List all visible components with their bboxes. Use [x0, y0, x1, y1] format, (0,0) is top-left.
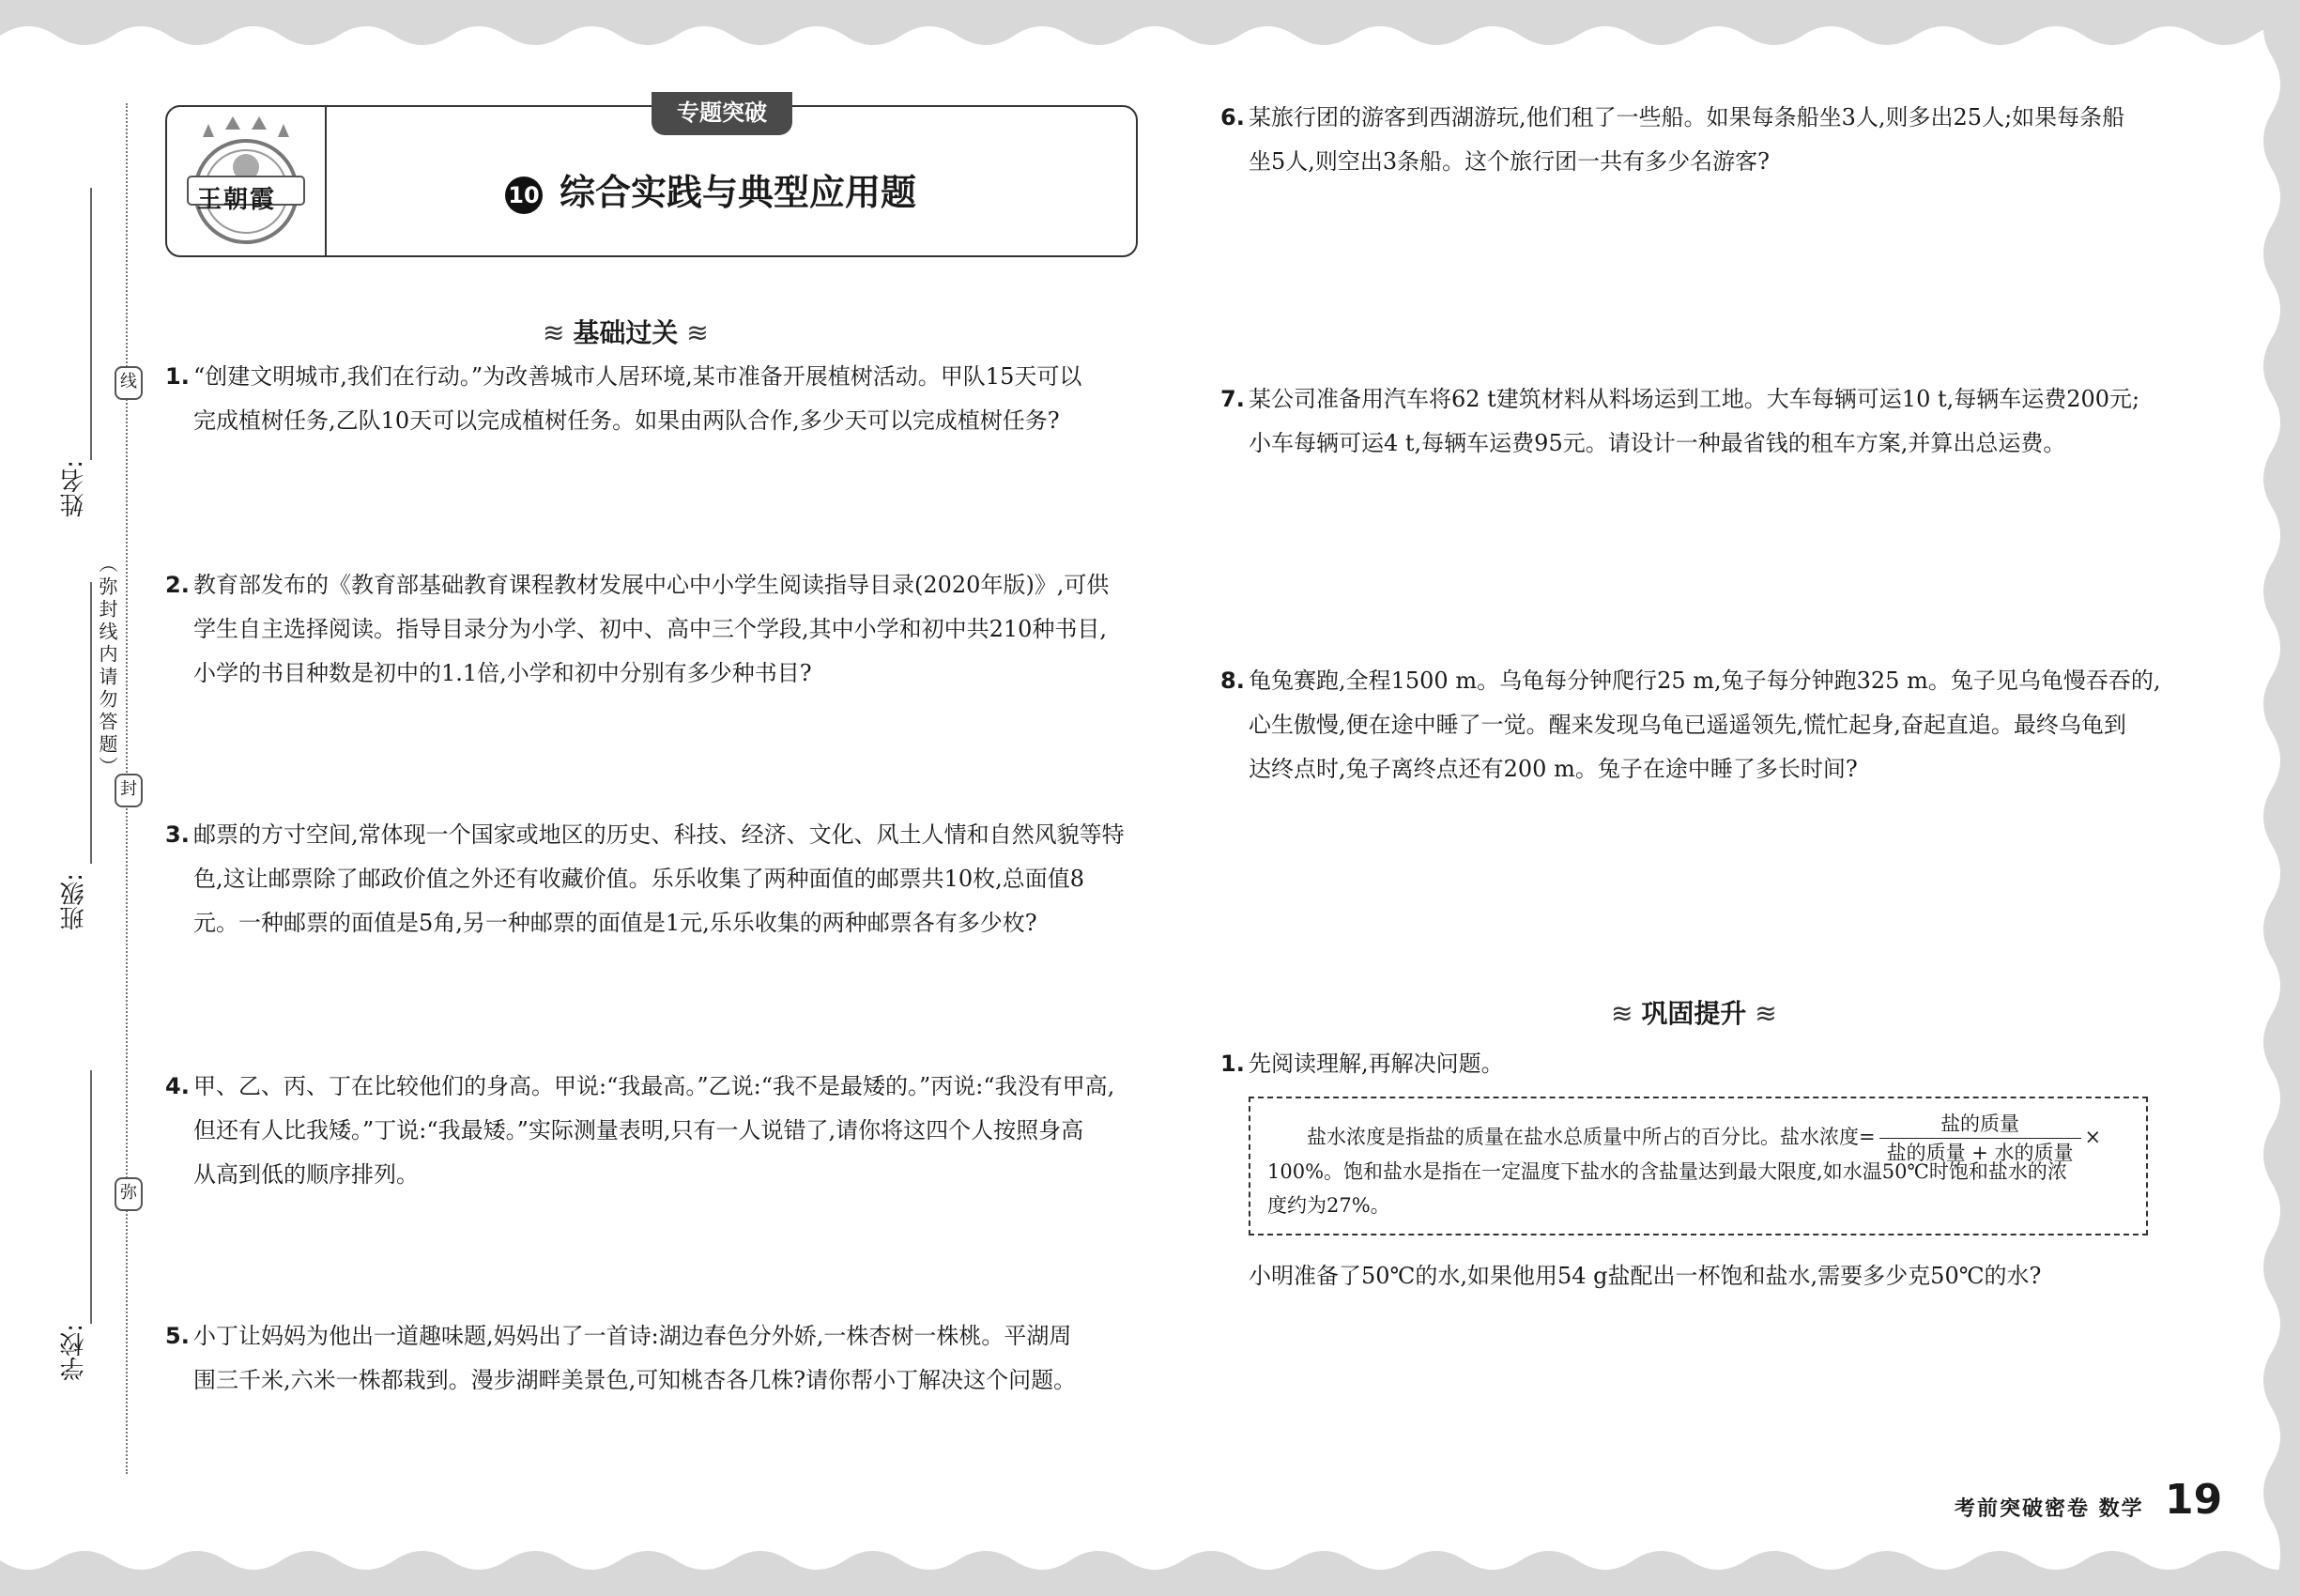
info-box	[1249, 1097, 2148, 1235]
question-line: 色,这让邮票除了邮政价值之外还有收藏价值。乐乐收集了两种面值的邮票共10枚,总面值8	[193, 866, 1085, 892]
question-number: 3.	[165, 821, 190, 848]
question-5	[165, 1314, 1142, 1403]
question-number: 8.	[1220, 668, 1245, 694]
question-number: 6.	[1220, 104, 1245, 130]
class-underline	[90, 582, 92, 864]
question-6	[1220, 96, 2216, 184]
question-number: 2.	[165, 572, 190, 598]
question-number: 4.	[165, 1073, 190, 1099]
question-number: 7.	[1220, 386, 1245, 412]
section-advanced-title: 巩固提升	[1641, 998, 1747, 1029]
info-text-1: 盐水浓度是指盐的质量在盐水总质量中所占的百分比。盐水浓度=	[1307, 1126, 1876, 1148]
info-line-3: 度约为27%。	[1267, 1194, 1390, 1217]
question-line: 教育部发布的《教育部基础教育课程教材发展中心中小学生阅读指导目录(2020年版)》,可供	[193, 572, 1110, 598]
question-line: 心生傲慢,便在途中睡了一觉。醒来发现乌龟已遥遥领先,慌忙起身,奋起直追。最终乌龟到	[1249, 712, 2126, 738]
wave-left-icon: ≋	[543, 317, 574, 348]
question-4	[165, 1065, 1142, 1197]
question-number: 5.	[165, 1323, 190, 1349]
question-number: 1.	[165, 363, 190, 390]
question-line: 学生自主选择阅读。指导目录分为小学、初中、高中三个学段,其中小学和初中共210种书目,	[193, 616, 1108, 642]
question-line: 完成植树任务,乙队10天可以完成植树任务。如果由两队合作,多少天可以完成植树任务?	[193, 407, 1060, 434]
topic-header	[165, 100, 1138, 257]
question-line: 元。一种邮票的面值是5角,另一种邮票的面值是1元,乐乐收集的两种邮票各有多少枚?	[193, 910, 1037, 936]
school-label: 学校:	[60, 1324, 88, 1381]
topic-tab-label: 专题突破	[652, 92, 792, 135]
question-1	[165, 355, 1142, 443]
question-8	[1220, 659, 2216, 791]
question-line: 小学的书目种数是初中的1.1倍,小学和初中分别有多少种书目?	[193, 660, 812, 686]
question-line: 但还有人比我矮。”丁说:“我最矮。”实际测量表明,只有一人说错了,请你将这四个人按照身高	[193, 1117, 1084, 1143]
topic-title-text: 综合实践与典型应用题	[560, 172, 917, 213]
question-line: 围三千米,六米一株都栽到。漫步湖畔美景色,可知桃杏各几株?请你帮小丁解决这个问题。	[193, 1367, 1077, 1393]
question-line: “创建文明城市,我们在行动。”为改善城市人居环境,某市准备开展植树活动。甲队15天可以	[193, 363, 1082, 390]
question-line: 小车每辆可运4 t,每辆车运费95元。请设计一种最省钱的租车方案,并算出总运费。	[1249, 430, 2066, 456]
header-divider	[325, 107, 327, 255]
right-wavy-border	[2244, 0, 2300, 1596]
question-intro: 先阅读理解,再解决问题。	[1249, 1051, 1504, 1077]
question-line: 甲、乙、丙、丁在比较他们的身高。甲说:“我最高。”乙说:“我不是最矮的。”丙说:“我没有甲高,	[193, 1073, 1115, 1099]
wave-right-icon: ≋	[678, 317, 709, 348]
name-label: 姓名:	[60, 460, 88, 517]
question-line: 小丁让妈妈为他出一道趣味题,妈妈出了一首诗:湖边春色分外娇,一株杏树一株桃。平湖周	[193, 1323, 1072, 1349]
section-advanced-heading	[1611, 993, 1777, 1031]
name-underline	[90, 188, 92, 460]
info-line-1	[1267, 1110, 2129, 1164]
seal-char-close: 弥	[115, 1177, 143, 1211]
top-wavy-border	[0, 0, 2300, 56]
wave-right-icon: ≋	[1746, 998, 1777, 1029]
advanced-question-1-ask: 小明准备了50℃的水,如果他用54 g盐配出一杯饱和盐水,需要多少克50℃的水?	[1249, 1263, 2042, 1289]
topic-title	[505, 163, 916, 215]
question-2	[165, 563, 1142, 696]
question-line: 某公司准备用汽车将62 t建筑材料从料场运到工地。大车每辆可运10 t,每辆车运费200元;	[1249, 386, 2140, 412]
question-line: 某旅行团的游客到西湖游玩,他们租了一些船。如果每条船坐3人,则多出25人;如果每条船	[1249, 104, 2125, 130]
school-underline	[90, 1070, 92, 1324]
question-line: 邮票的方寸空间,常体现一个国家或地区的历史、科技、经济、文化、风土人情和自然风貌等特	[193, 821, 1125, 848]
fraction-numerator: 盐的质量	[1879, 1110, 2081, 1139]
binding-margin	[0, 0, 160, 1596]
question-7	[1220, 377, 2216, 466]
section-basic-title: 基础过关	[573, 317, 679, 348]
question-3	[165, 813, 1142, 945]
question-number: 1.	[1220, 1051, 1245, 1077]
question-line: 龟兔赛跑,全程1500 m。乌龟每分钟爬行25 m,兔子每分钟跑325 m。兔子见乌龟慢吞吞的,	[1249, 668, 2161, 694]
seal-char-seal: 封	[115, 774, 143, 807]
question-line: 坐5人,则空出3条船。这个旅行团一共有多少名游客?	[1249, 148, 1771, 175]
logo-text: 王朝霞	[197, 186, 277, 214]
info-line-2: 100%。饱和盐水是指在一定温度下盐水的含盐量达到最大限度,如水温50℃时饱和盐水的浓	[1267, 1160, 2067, 1183]
page-number: 19	[2165, 1476, 2223, 1524]
footer-title: 考前突破密卷 数学	[1955, 1496, 2144, 1521]
topic-number-badge: 10	[505, 176, 543, 214]
question-line: 从高到低的顺序排列。	[193, 1161, 419, 1188]
times-sign: ×	[2084, 1126, 2102, 1148]
class-label: 班级:	[60, 873, 88, 930]
bottom-wavy-border	[0, 1540, 2300, 1596]
fraction-denominator: 盐的质量 + 水的质量	[1886, 1142, 2074, 1164]
question-line: 达终点时,兔子离终点还有200 m。兔子在途中睡了多长时间?	[1249, 756, 1858, 782]
wave-left-icon: ≋	[1611, 998, 1642, 1029]
section-basic-heading	[543, 313, 709, 350]
seal-notice: （弥封线内请勿答题）	[96, 554, 118, 779]
seal-char-line: 线	[115, 366, 143, 400]
